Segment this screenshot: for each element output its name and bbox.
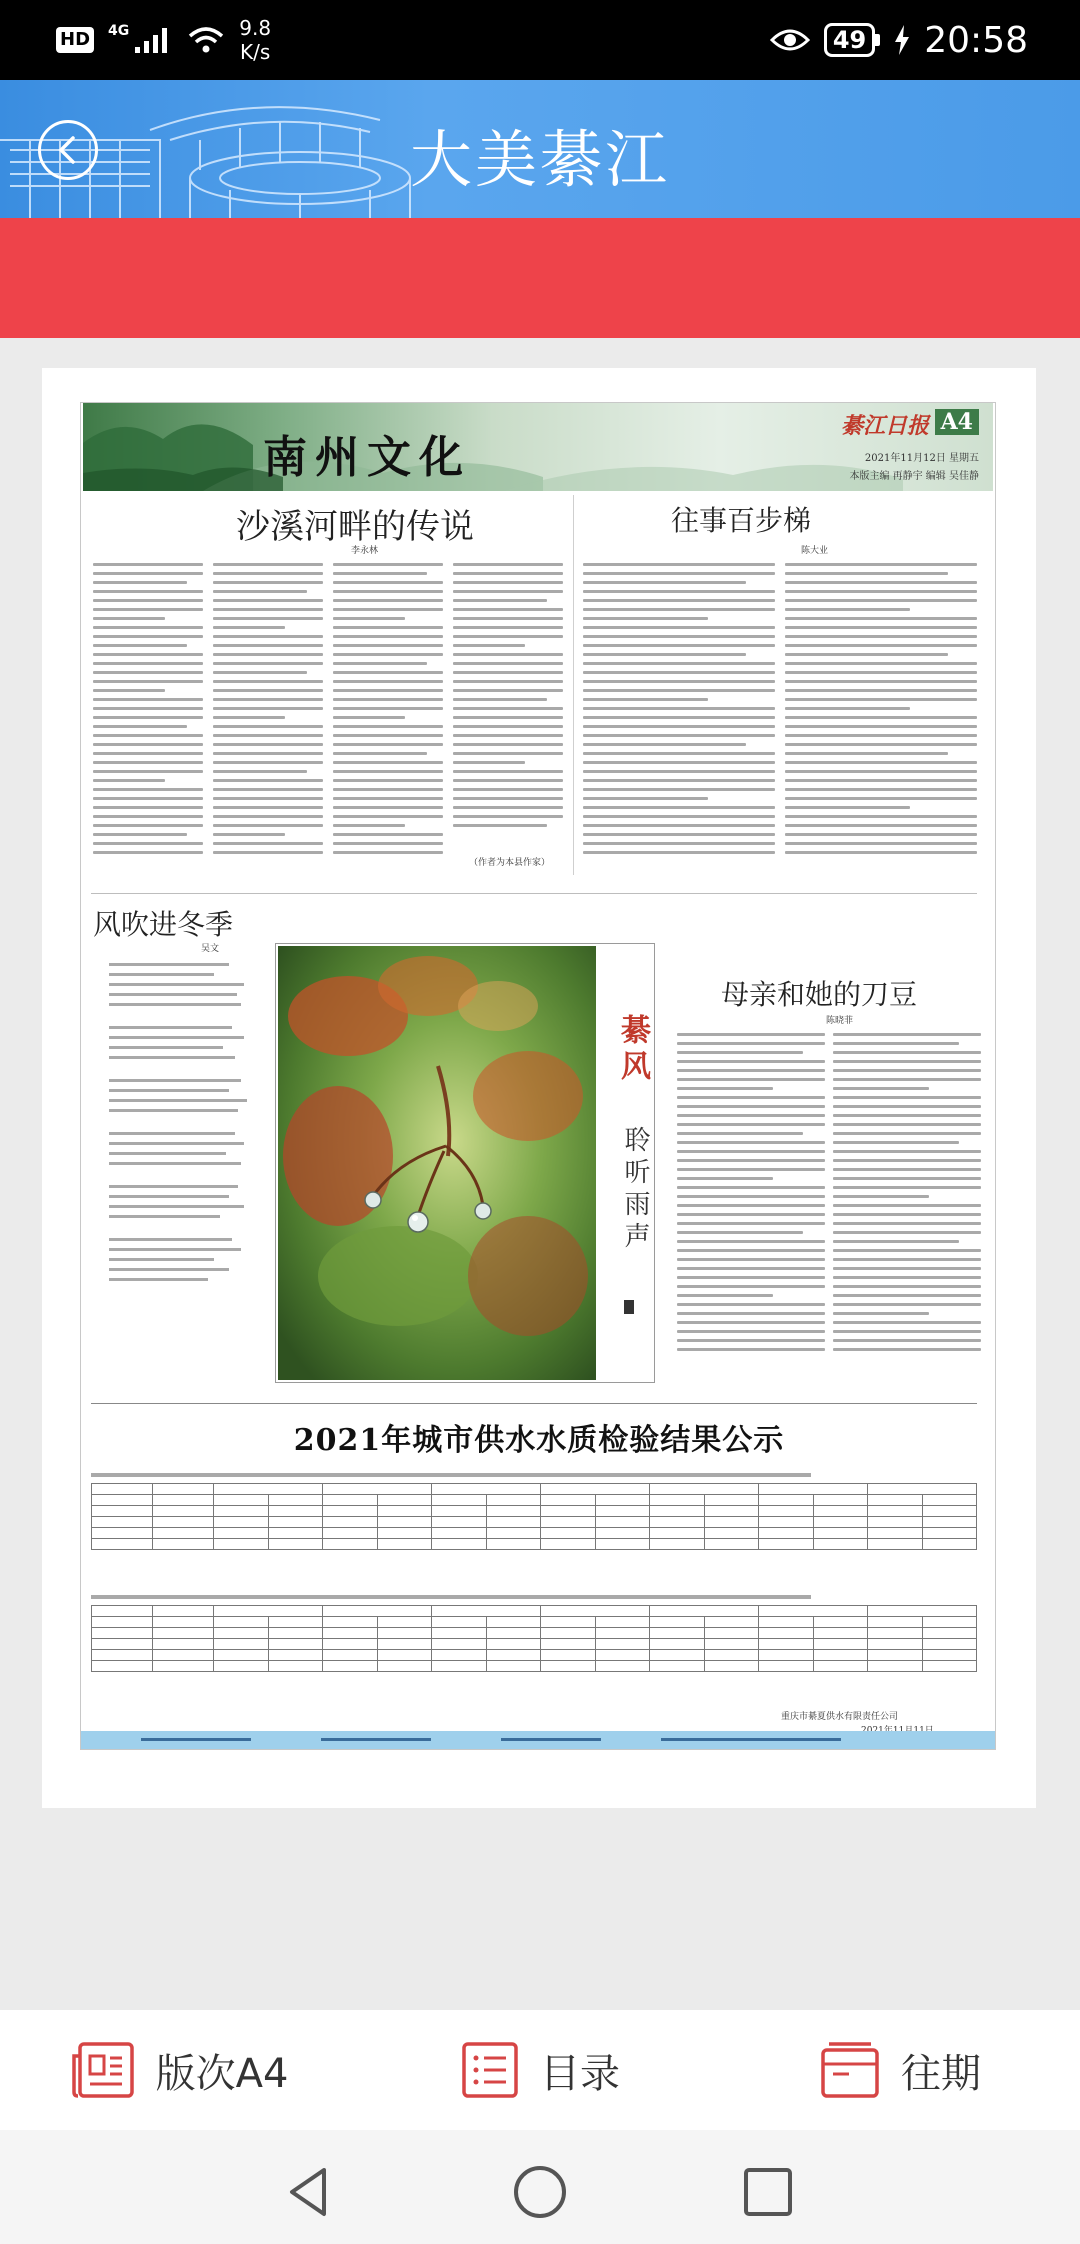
main-headline: 沙溪河畔的传说 <box>236 507 474 547</box>
table-intro-2 <box>91 1595 811 1599</box>
newspaper-footer <box>81 1731 995 1749</box>
catalog-button[interactable] <box>360 2010 720 2130</box>
edition-label: 版次A4 <box>155 2050 289 2097</box>
right-bottom-text-col-2 <box>833 1033 981 1357</box>
battery-tip <box>875 34 880 46</box>
system-nav-bar <box>0 2130 1080 2244</box>
status-bar <box>0 0 1080 80</box>
masthead <box>83 403 993 491</box>
page-title: 大美綦江 <box>409 123 670 196</box>
section-divider <box>91 893 977 894</box>
calendar-icon <box>819 2040 881 2100</box>
water-quality-table-2 <box>91 1605 977 1672</box>
catalog-label: 目录 <box>540 2050 620 2097</box>
bottom-toolbar <box>0 2010 1080 2130</box>
right-bottom-byline: 陈晓菲 <box>826 1016 854 1026</box>
archive-label: 往期 <box>901 2050 981 2097</box>
clock: 20:58 <box>924 19 1028 61</box>
photo-subtitle: 聆听雨声 <box>620 1126 650 1254</box>
app-header <box>0 80 1080 218</box>
water-quality-table-1 <box>91 1483 977 1550</box>
main-byline: 李永林 <box>351 546 379 556</box>
poem-byline: 吴文 <box>201 944 220 954</box>
nav-back-icon[interactable] <box>280 2162 340 2222</box>
water-quality-publisher: 重庆市綦夏供水有限责任公司 <box>781 1712 899 1722</box>
main-text-col-1 <box>93 563 203 860</box>
battery-level: 49 <box>824 23 875 57</box>
charging-icon <box>894 25 910 55</box>
editor-line: 本版主编 再静宇 编辑 吴佳静 <box>849 471 979 482</box>
nav-recents-icon[interactable] <box>738 2162 798 2222</box>
network-speed: 9.8 K/s <box>239 16 272 64</box>
photo-credit-mark <box>624 1300 634 1314</box>
hd-badge: HD <box>56 27 94 53</box>
network-type: 4G <box>108 23 130 39</box>
main-caption: （作者为本县作家） <box>469 858 551 868</box>
main-text-col-2 <box>213 563 323 860</box>
maple-seed-photo <box>278 946 596 1380</box>
battery-indicator <box>824 23 880 57</box>
photo-feature[interactable] <box>275 943 655 1383</box>
signal-icon <box>133 25 173 55</box>
main-text-col-4 <box>453 563 563 833</box>
right-top-text-col-2 <box>785 563 977 860</box>
column-divider <box>573 495 574 875</box>
main-text-col-3 <box>333 563 443 860</box>
photo-title: 綦风 <box>615 1014 650 1086</box>
table-intro-1 <box>91 1473 811 1477</box>
section-divider <box>91 1403 977 1404</box>
nav-home-icon[interactable] <box>510 2162 570 2222</box>
newspaper-page[interactable] <box>80 402 996 1750</box>
newspaper-icon <box>72 2040 136 2100</box>
eye-icon <box>770 26 810 54</box>
edition-button[interactable] <box>0 2010 360 2130</box>
right-top-byline: 陈大业 <box>801 546 829 556</box>
right-top-headline: 往事百步梯 <box>671 504 812 537</box>
right-bottom-text-col-1 <box>677 1033 825 1357</box>
issue-date: 2021年11月12日 星期五 <box>864 453 979 464</box>
page-number: A4 <box>935 409 979 435</box>
list-icon <box>460 2040 520 2100</box>
section-title: 南州文化 <box>263 432 471 483</box>
right-bottom-headline: 母亲和她的刀豆 <box>721 978 918 1011</box>
wifi-icon <box>187 25 225 55</box>
red-banner <box>0 218 1080 338</box>
right-top-text-col-1 <box>583 563 775 860</box>
poem-headline: 风吹进冬季 <box>93 908 234 941</box>
water-quality-title: 2021年城市供水水质检验结果公示 <box>293 1423 785 1458</box>
poem-text <box>109 963 259 1288</box>
archive-button[interactable] <box>720 2010 1080 2130</box>
brand-logo: 綦江日报 <box>840 413 929 439</box>
